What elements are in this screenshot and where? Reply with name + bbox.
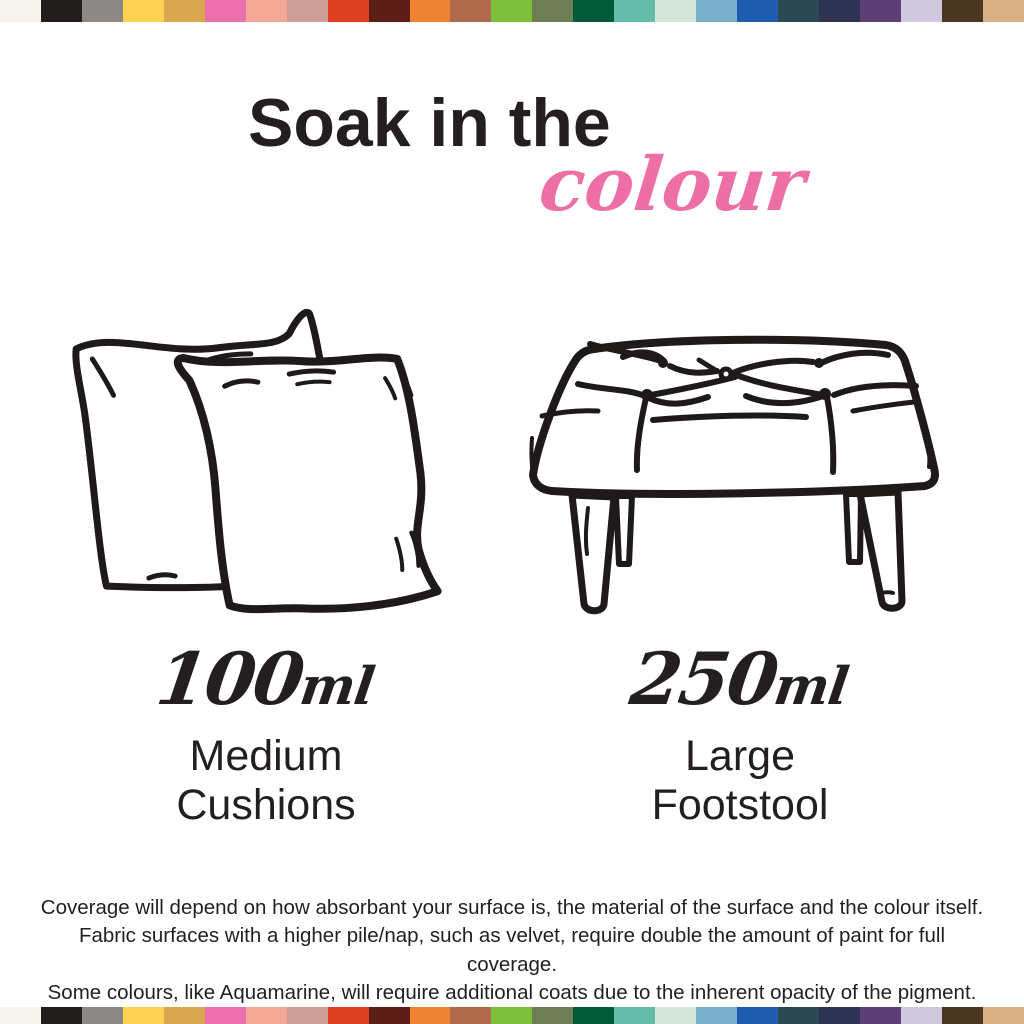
cushions-amount-value: 100 [151,636,308,721]
palette-swatch [164,1007,205,1024]
palette-swatch [123,0,164,22]
palette-swatch [450,0,491,22]
footnote-line1: Coverage will depend on how absorbant your surface is, the material of the surface and the colour itself. [40,896,984,919]
palette-swatch [942,0,983,22]
footstool-amount-value: 250 [625,636,782,721]
palette-swatch [819,1007,860,1024]
palette-swatch [123,1007,164,1024]
palette-swatch [696,0,737,22]
palette-swatch [491,0,532,22]
footstool-illustration [498,312,958,628]
palette-swatch [983,1007,1024,1024]
palette-swatch [491,1007,532,1024]
palette-swatch [532,0,573,22]
palette-swatch [532,1007,573,1024]
coverage-footnote [40,894,984,1007]
palette-swatch [205,0,246,22]
palette-swatch [901,0,942,22]
palette-swatch [655,1007,696,1024]
palette-swatch [164,0,205,22]
footstool-label-line1: Large [685,732,795,780]
palette-swatch [410,0,451,22]
cushions-label-line1: Medium [189,732,343,780]
page-title: Soak in the [248,85,611,161]
palette-swatch [287,0,328,22]
palette-swatch [205,1007,246,1024]
footstool-paint-amount [564,636,916,721]
palette-swatch [737,0,778,22]
palette-swatch [369,1007,410,1024]
palette-swatch [369,0,410,22]
palette-swatch [0,0,41,22]
palette-swatch [450,1007,491,1024]
palette-swatch [696,1007,737,1024]
palette-swatch [819,0,860,22]
palette-swatch [778,1007,819,1024]
palette-swatch [246,0,287,22]
bottom-palette-strip [0,1007,1024,1024]
cushions-illustration [56,296,480,640]
cushions-amount-unit: ml [296,656,378,717]
footstool-label-line2: Footstool [651,781,829,830]
palette-swatch [287,1007,328,1024]
footnote-line3: Some colours, like Aquamarine, will require additional coats due to the inherent opacity of the pigment. [47,980,977,1004]
cushions-label-line2: Cushions [176,781,356,830]
palette-swatch [328,0,369,22]
palette-swatch [82,0,123,22]
palette-swatch [573,1007,614,1024]
page-title-script-word: colour [535,142,810,228]
palette-swatch [778,0,819,22]
palette-swatch [614,0,655,22]
palette-swatch [942,1007,983,1024]
cushions-paint-amount [90,636,442,721]
palette-swatch [41,1007,82,1024]
palette-swatch [983,0,1024,22]
palette-swatch [0,1007,41,1024]
palette-swatch [860,1007,901,1024]
palette-swatch [655,0,696,22]
palette-swatch [41,0,82,22]
palette-swatch [246,1007,287,1024]
palette-swatch [328,1007,369,1024]
palette-swatch [860,0,901,22]
palette-swatch [573,0,614,22]
footstool-label [570,732,910,831]
top-palette-strip [0,0,1024,22]
palette-swatch [737,1007,778,1024]
palette-swatch [410,1007,451,1024]
cushions-label [96,732,436,831]
palette-swatch [614,1007,655,1024]
footstool-amount-unit: ml [770,656,852,717]
palette-swatch [901,1007,942,1024]
footnote-line2: Fabric surfaces with a higher pile/nap, such as velvet, require double the amount of paint for full coverage. [78,924,946,976]
palette-swatch [82,1007,123,1024]
